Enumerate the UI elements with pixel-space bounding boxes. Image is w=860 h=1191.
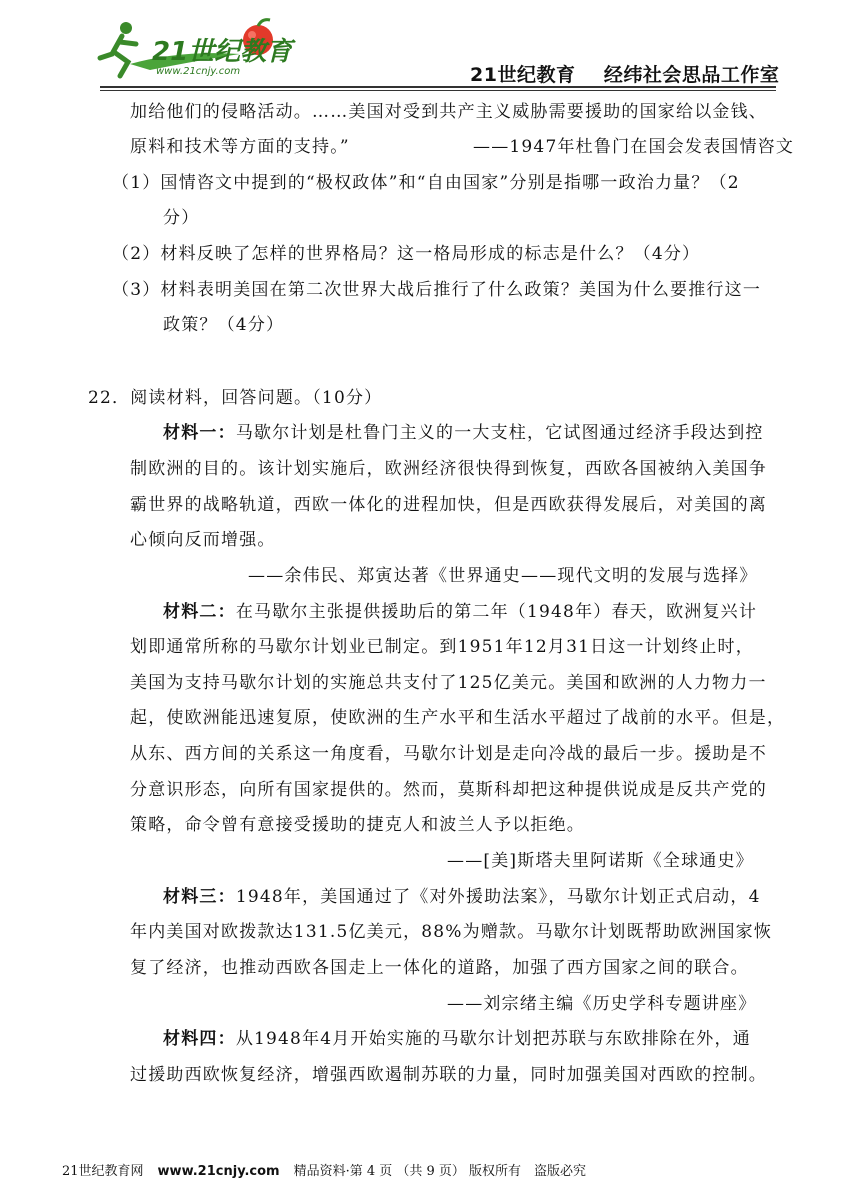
footer-info: 精品资料·第 4 页 （共 9 页） 版权所有 盗版必究	[293, 1164, 587, 1179]
material-1-line-4: 心倾向反而增强。	[130, 530, 276, 550]
material-4-label: 材料四：	[163, 1029, 236, 1049]
material-2-first-line	[163, 601, 757, 623]
q21-subquestion-3: （3）材料表明美国在第二次世界大战后推行了什么政策？美国为什么要推行这一	[112, 280, 762, 300]
footer-url[interactable]: www.21cnjy.com	[157, 1164, 280, 1179]
material-3-source: ——刘宗绪主编《历史学科专题讲座》	[447, 994, 757, 1014]
material-3-first-line	[163, 886, 761, 908]
material-3-line-2: 年内美国对欧拨款达131.5亿美元，88%为赠款。马歇尔计划既帮助欧洲国家恢	[130, 922, 773, 942]
material-1-label: 材料一：	[163, 423, 236, 443]
q21-text-line-2: 原料和技术等方面的支持。”	[130, 137, 350, 157]
material-1-line-3: 霸世界的战略轨道，西欧一体化的进程加快，但是西欧获得发展后，对美国的离	[130, 495, 767, 515]
material-4-text: 从1948年4月开始实施的马歇尔计划把苏联与东欧排除在外，通	[235, 1029, 751, 1049]
q21-source: ——1947年杜鲁门在国会发表国情咨文	[473, 137, 795, 157]
q21-subquestion-1: （1）国情咨文中提到的“极权政体”和“自由国家”分别是指哪一政治力量？（2	[112, 173, 740, 193]
material-1-first-line	[163, 422, 764, 444]
material-4-first-line	[163, 1028, 751, 1050]
q21-text-line-1: 加给他们的侵略活动。……美国对受到共产主义威胁需要援助的国家给以金钱、	[130, 102, 767, 122]
material-3-label: 材料三：	[163, 887, 236, 907]
material-4-line-2: 过援助西欧恢复经济，增强西欧遏制苏联的力量，同时加强美国对西欧的控制。	[130, 1065, 767, 1085]
header-title: 21世纪教育 经纬社会思品工作室	[470, 64, 780, 86]
q21-subquestion-1-cont: 分）	[163, 208, 200, 228]
material-3-line-3: 复了经济，也推动西欧各国走上一体化的道路，加强了西方国家之间的联合。	[130, 958, 749, 978]
material-3-text: 1948年，美国通过了《对外援助法案》，马歇尔计划正式启动，4	[235, 887, 761, 907]
material-2-text: 在马歇尔主张提供援助后的第二年（1948年）春天，欧洲复兴计	[235, 602, 758, 622]
site-logo	[90, 14, 300, 86]
material-1-text: 马歇尔计划是杜鲁门主义的一大支柱，它试图通过经济手段达到控	[235, 423, 764, 443]
material-2-line-2: 划即通常所称的马歇尔计划业已制定。到1951年12月31日这一计划终止时，	[130, 637, 754, 657]
header-divider	[100, 86, 776, 91]
page-header	[0, 0, 860, 92]
material-2-source: ——[美]斯塔夫里阿诺斯《全球通史》	[447, 851, 754, 871]
material-2-line-3: 美国为支持马歇尔计划的实施总共支付了125亿美元。美国和欧洲的人力物力一	[130, 673, 767, 693]
q21-subquestion-2: （2）材料反映了怎样的世界格局？这一格局形成的标志是什么？（4分）	[112, 244, 701, 264]
q22-stem: 22．阅读材料，回答问题。（10分）	[88, 388, 383, 408]
page-footer	[62, 1160, 586, 1179]
material-2-label: 材料二：	[163, 602, 236, 622]
material-2-line-6: 分意识形态，向所有国家提供的。然而，莫斯科却把这种提供说成是反共产党的	[130, 780, 767, 800]
runner-icon	[100, 22, 136, 76]
material-1-line-2: 制欧洲的目的。该计划实施后，欧洲经济很快得到恢复，西欧各国被纳入美国争	[130, 459, 767, 479]
q21-subquestion-3-cont: 政策？（4分）	[163, 315, 285, 335]
material-2-line-4: 起，使欧洲能迅速复原，使欧洲的生产水平和生活水平超过了战前的水平。但是，	[130, 708, 786, 728]
material-2-line-5: 从东、西方间的关系这一角度看，马歇尔计划是走向冷战的最后一步。援助是不	[130, 744, 767, 764]
logo-url: www.21cnjy.com	[156, 66, 241, 77]
footer-site-name: 21世纪教育网	[62, 1164, 144, 1179]
material-2-line-7: 策略，命令曾有意接受援助的捷克人和波兰人予以拒绝。	[130, 815, 585, 835]
material-1-source: ——余伟民、郑寅达著《世界通史——现代文明的发展与选择》	[248, 566, 758, 586]
logo-text: 21世纪教育	[152, 37, 293, 67]
